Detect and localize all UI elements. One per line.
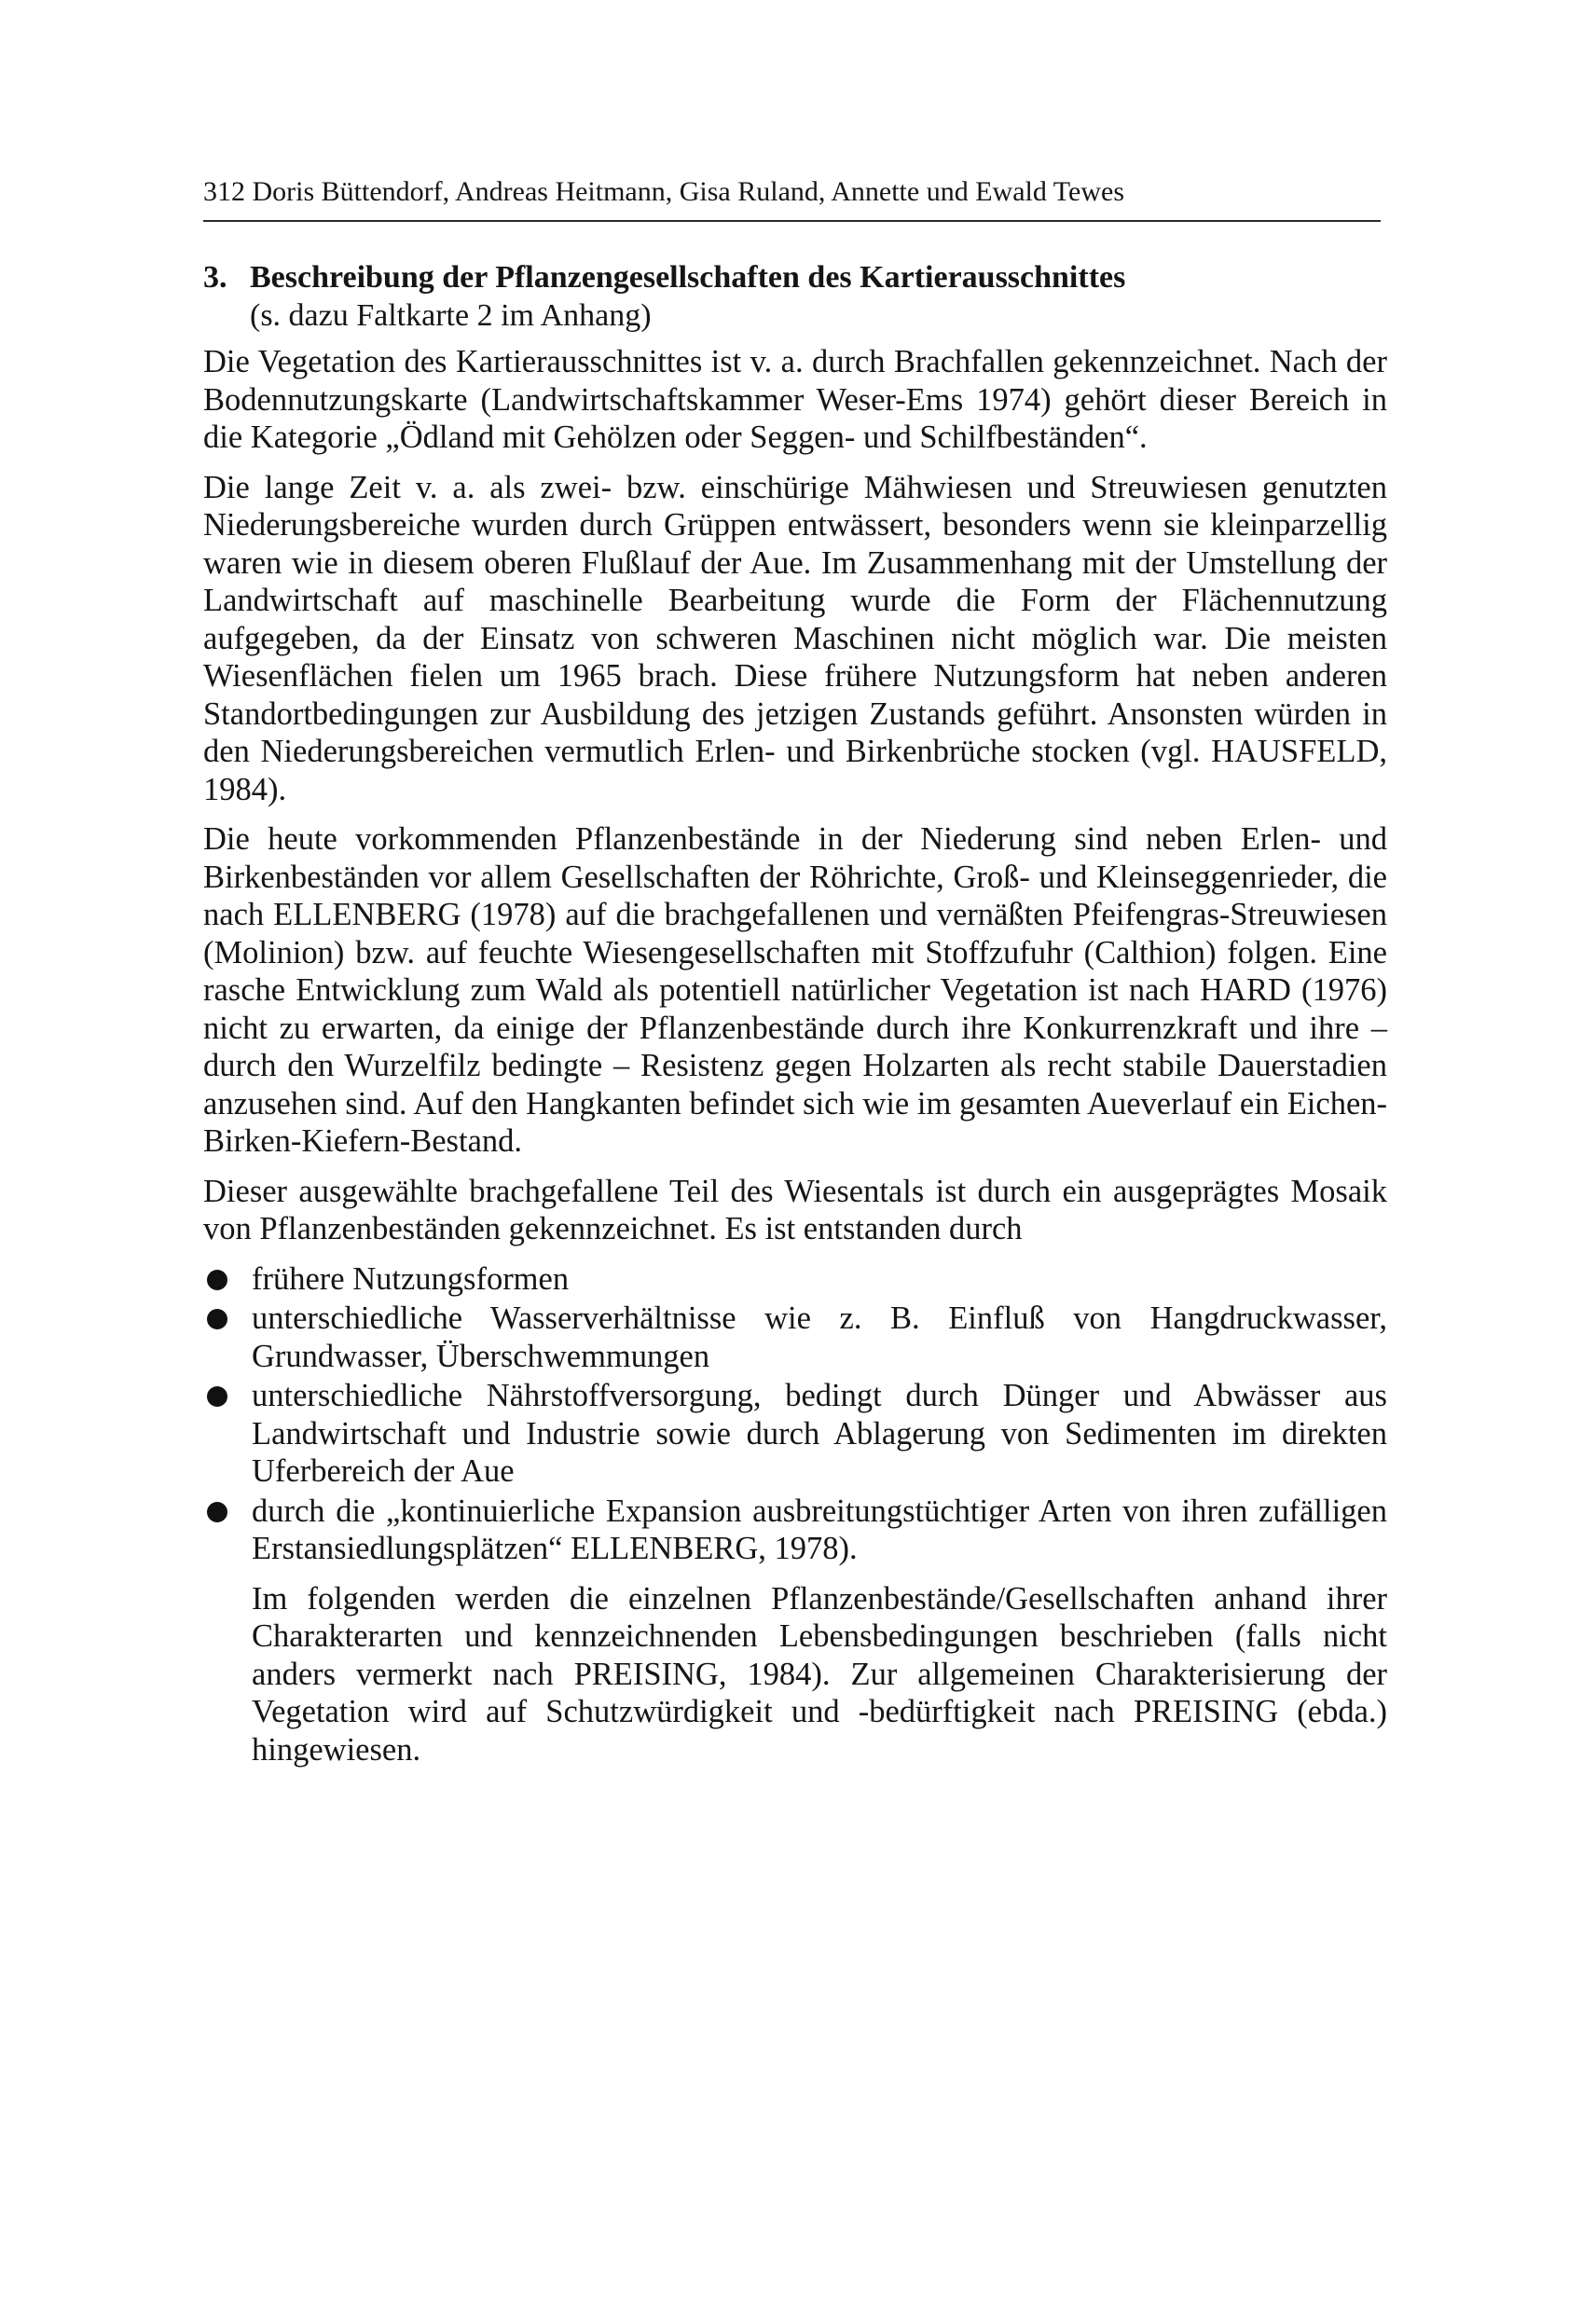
bullet-icon xyxy=(207,1270,227,1290)
running-head: 312 Doris Büttendorf, Andreas Heitmann, Gisa Ruland, Annette und Ewald Tewes xyxy=(203,176,1125,207)
section-title: Beschreibung der Pflanzengesellschaften des Kartierausschnittes xyxy=(250,260,1126,295)
closing-paragraph: Im folgenden werden die einzelnen Pflanzenbestände/Gesellschaften anhand ihrer Charakterarten und kennzeichnenden Lebensbedingungen beschrieben (falls nicht anders vermerkt nach PREISING, 1984). Zur allgemeinen Charakterisierung der Vegetation wird auf Schutzwürdigkeit und -bedürftigkeit nach PREISING (ebda.) hingewiesen. xyxy=(252,1580,1387,1768)
list-item xyxy=(203,1493,1387,1568)
paragraph: Dieser ausgewählte brachgefallene Teil des Wiesentals ist durch ein ausgeprägtes Mosaik von Pflanzenbeständen gekennzeichnet. Es ist entstanden durch xyxy=(203,1173,1387,1246)
section-subtitle: (s. dazu Faltkarte 2 im Anhang) xyxy=(250,298,652,333)
body-text xyxy=(203,343,1387,1781)
list-item xyxy=(203,1300,1387,1375)
bullet-icon xyxy=(207,1309,227,1329)
list-item xyxy=(203,1260,1387,1299)
section-number: 3. xyxy=(203,260,227,295)
paragraph: Die heute vorkommenden Pflanzenbestände in der Niederung sind neben Erlen- und Birkenbeständen vor allem Gesellschaften der Röhrichte, Groß- und Kleinseggenrieder, die nach ELLENBERG (1978) auf die brachgefallenen und vernäßten Pfeifengras-Streuwiesen (Molinion) bzw. auf feuchte Wiesengesellschaften mit Stoffzufuhr (Calthion) folgen. Eine rasche Entwicklung zum Wald als potentiell natürlicher Vegetation ist nach HARD (1976) nicht zu erwarten, da einige der Pflanzenbestände durch ihre Konkurrenzkraft und ihre – durch den Wurzelfilz bedingte – Resistenz gegen Holzarten als recht stabile Dauerstadien anzusehen sind. Auf den Hangkanten befindet sich wie im gesamten Aueverlauf ein Eichen-Birken-Kiefern-Bestand. xyxy=(203,821,1387,1159)
paragraph: Die lange Zeit v. a. als zwei- bzw. einschürige Mähwiesen und Streuwiesen genutzten Niederungsbereiche wurden durch Grüppen entwässert, besonders wenn sie kleinparzellig waren wie in diesem oberen Flußlauf der Aue. Im Zusammenhang mit der Umstellung der Landwirtschaft auf maschinelle Bearbeitung wurde die Form der Flächennutzung aufgegeben, da der Einsatz von schweren Maschinen nicht möglich war. Die meisten Wiesenflächen fielen um 1965 brach. Diese frühere Nutzungsform hat neben anderen Standortbedingungen zur Ausbildung des jetzigen Zustands geführt. Ansonsten würden in den Niederungsbereichen vermutlich Erlen- und Birkenbrüche stocken (vgl. HAUSFELD, 1984). xyxy=(203,469,1387,807)
section-heading xyxy=(203,258,1387,335)
bullet-list xyxy=(203,1260,1387,1568)
bullet-icon xyxy=(207,1386,227,1407)
header-rule xyxy=(203,220,1381,222)
list-item-text: unterschiedliche Wasserverhältnisse wie z. B. Einfluß von Hangdruckwasser, Grundwasser, Überschwemmungen xyxy=(252,1300,1387,1374)
paragraph: Die Vegetation des Kartierausschnittes ist v. a. durch Brachfallen gekennzeichnet. Nach der Bodennutzungskarte (Landwirtschaftskammer Weser-Ems 1974) gehört dieser Bereich in die Kategorie „Ödland mit Gehölzen oder Seggen- und Schilfbeständen“. xyxy=(203,344,1387,455)
list-item xyxy=(203,1377,1387,1491)
list-item-text: unterschiedliche Nährstoffversorgung, bedingt durch Dünger und Abwässer aus Landwirtschaft und Industrie sowie durch Ablagerung von Sedimenten im direkten Uferbereich der Aue xyxy=(252,1378,1387,1489)
section-title-line xyxy=(203,258,1387,297)
list-item-text: durch die „kontinuierliche Expansion ausbreitungstüchtiger Arten von ihren zufälligen Erstansiedlungsplätzen“ ELLENBERG, 1978). xyxy=(252,1493,1387,1566)
list-item-text: frühere Nutzungsformen xyxy=(252,1260,570,1297)
bullet-icon xyxy=(207,1502,227,1522)
